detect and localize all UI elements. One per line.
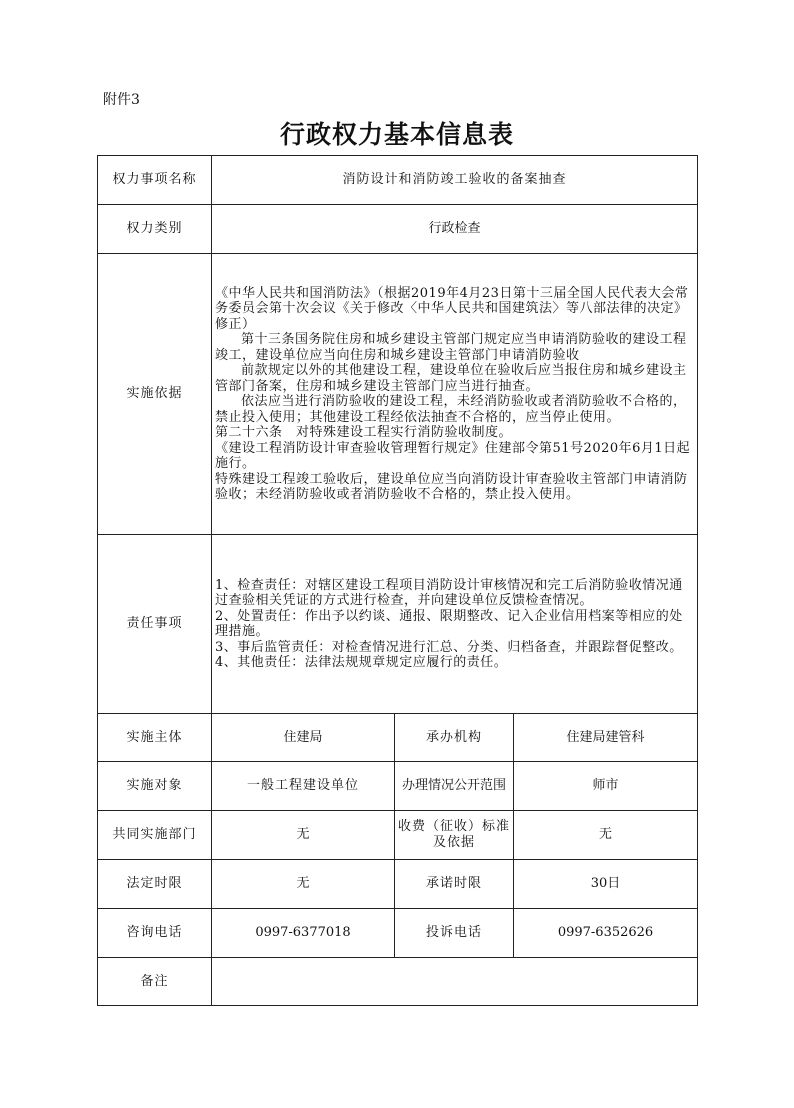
- basis-paragraph: 《中华人民共和国消防法》（根据2019年4月23日第十三届全国人民代表大会常务委员会第十次会议《关于修改〈中华人民共和国建筑法〉等八部法律的决定》修正）: [215, 285, 689, 332]
- row-remarks: [98, 958, 698, 1006]
- row-joint: [98, 811, 698, 860]
- value-fee-standard: 无: [514, 811, 698, 860]
- label-category: 权力类别: [98, 205, 212, 254]
- attachment-label: 附件3: [103, 92, 140, 108]
- value-remarks: [212, 958, 698, 1006]
- label-name: 权力事项名称: [98, 156, 212, 205]
- value-legal-limit: 无: [212, 860, 395, 909]
- label-consult-phone: 咨询电话: [98, 909, 212, 958]
- basis-paragraph: 第二十六条 对特殊建设工程实行消防验收制度。: [215, 425, 513, 440]
- responsibility-item: 2、处置责任：作出予以约谈、通报、限期整改、记入企业信用档案等相应的处理措施。: [215, 608, 683, 639]
- info-table: [97, 155, 698, 1006]
- label-subject: 实施主体: [98, 714, 212, 762]
- value-basis: [212, 254, 698, 535]
- basis-paragraph: 前款规定以外的其他建设工程，建设单位在验收后应当报住房和城乡建设主管部门备案，住房和城乡建设主管部门应当进行抽查。: [215, 363, 687, 394]
- row-name: [98, 156, 698, 205]
- value-subject: 住建局: [212, 714, 395, 762]
- label-complaint-phone: 投诉电话: [395, 909, 514, 958]
- value-name: 消防设计和消防竣工验收的备案抽查: [212, 156, 698, 205]
- row-time-limit: [98, 860, 698, 909]
- basis-paragraph: 第十三条国务院住房和城乡建设主管部门规定应当申请消防验收的建设工程竣工，建设单位应当向住房和城乡建设主管部门申请消防验收: [215, 332, 687, 363]
- value-joint-dept: 无: [212, 811, 395, 860]
- value-consult-phone: 0997-6377018: [212, 909, 395, 958]
- label-object: 实施对象: [98, 762, 212, 811]
- label-promised-limit: 承诺时限: [395, 860, 514, 909]
- row-category: [98, 205, 698, 254]
- label-disclosure-scope: 办理情况公开范围: [395, 762, 514, 811]
- responsibility-item: 4、其他责任：法律法规规章规定应履行的责任。: [215, 655, 508, 670]
- label-legal-limit: 法定时限: [98, 860, 212, 909]
- row-object: [98, 762, 698, 811]
- label-basis: 实施依据: [98, 254, 212, 535]
- value-complaint-phone: 0997-6352626: [514, 909, 698, 958]
- row-basis: [98, 254, 698, 535]
- label-handling-agency: 承办机构: [395, 714, 514, 762]
- label-fee-standard: 收费（征收）标准及依据: [395, 811, 514, 860]
- responsibility-item: 3、事后监管责任：对检查情况进行汇总、分类、归档备查，并跟踪督促整改。: [215, 639, 683, 655]
- value-category: 行政检查: [212, 205, 698, 254]
- basis-paragraph: 《建设工程消防设计审查验收管理暂行规定》住建部令第51号2020年6月1日起施行。: [215, 440, 691, 471]
- row-phone: [98, 909, 698, 958]
- value-responsibility: [212, 535, 698, 714]
- label-responsibility: 责任事项: [98, 535, 212, 714]
- value-promised-limit: 30日: [514, 860, 698, 909]
- value-disclosure-scope: 师市: [514, 762, 698, 811]
- basis-paragraph: 依法应当进行消防验收的建设工程，未经消防验收或者消防验收不合格的，禁止投入使用；其他建设工程经依法抽查不合格的，应当停止使用。: [215, 394, 687, 425]
- row-responsibility: [98, 535, 698, 714]
- label-remarks: 备注: [98, 958, 212, 1006]
- label-joint-dept: 共同实施部门: [98, 811, 212, 860]
- page-title: 行政权力基本信息表: [279, 120, 514, 149]
- value-handling-agency: 住建局建管科: [514, 714, 698, 762]
- responsibility-item: 1、检查责任：对辖区建设工程项目消防设计审核情况和完工后消防验收情况通过查验相关凭证的方式进行检查，并向建设单位反馈检查情况。: [215, 577, 683, 608]
- value-object: 一般工程建设单位: [212, 762, 395, 811]
- basis-paragraph: 特殊建设工程竣工验收后，建设单位应当向消防设计审查验收主管部门申请消防验收；未经消防验收或者消防验收不合格的，禁止投入使用。: [215, 471, 688, 502]
- row-subject: [98, 714, 698, 762]
